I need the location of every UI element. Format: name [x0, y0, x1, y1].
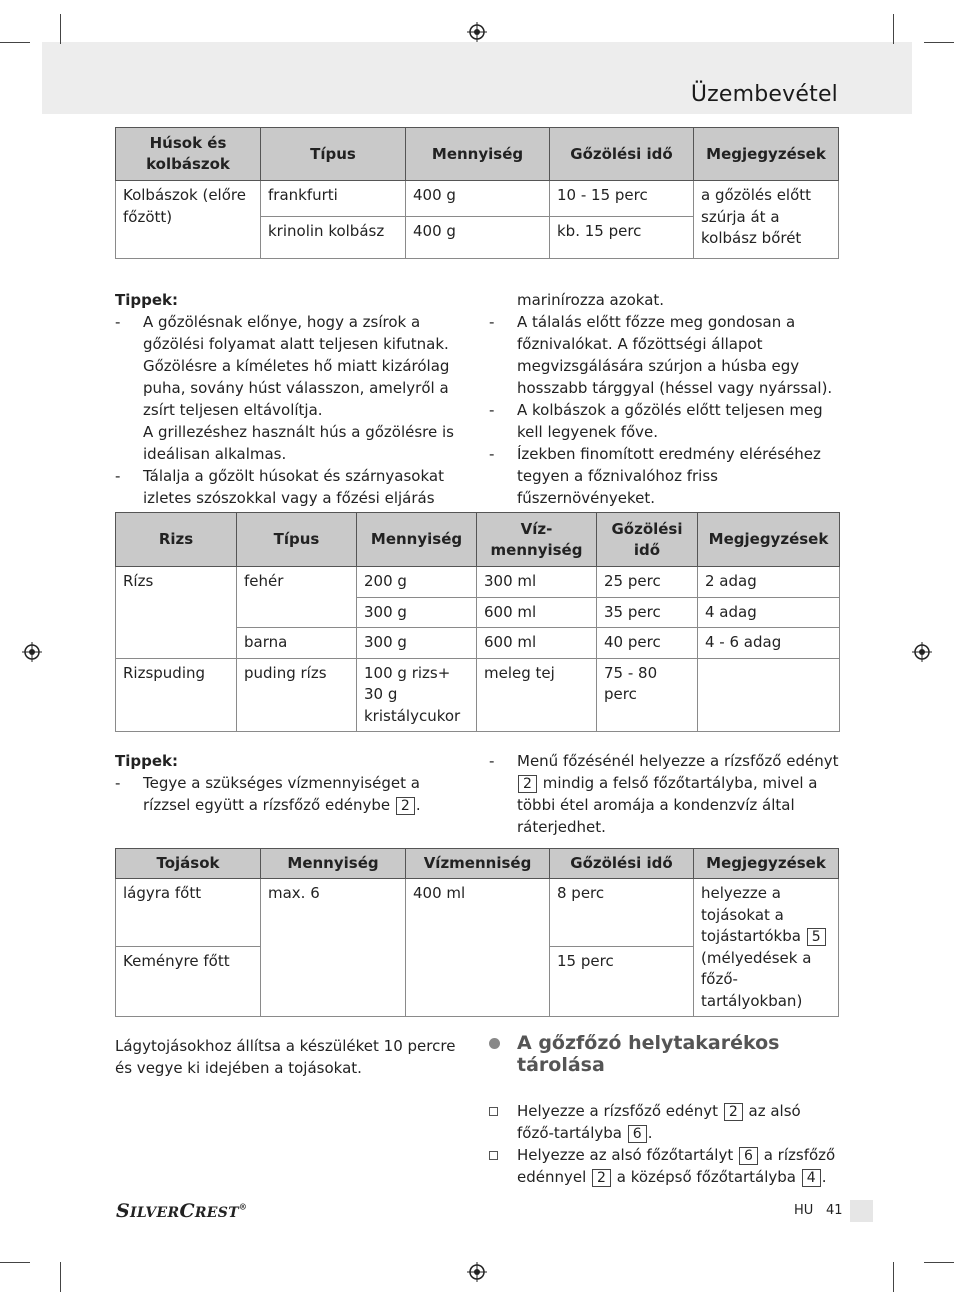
table-cell: frankfurti	[261, 181, 406, 217]
table-cell: 35 perc	[597, 597, 698, 628]
tip-text: A gőzölésnak előnye, hogy a zsírok a gőzölési folyamat alatt teljesen kifutnak. Gőzölésre a kíméletes hő miatt kizárólag puha, sovány húst válasszon, amelyről a zsírt teljesen eltávolítja.	[143, 313, 450, 419]
note-text: (mélyedések a főző-tartályokban)	[701, 948, 812, 1010]
table-cell: kb. 15 perc	[550, 217, 694, 259]
footer-band	[850, 1200, 873, 1222]
crop-mark	[0, 1262, 30, 1263]
table-cell: 600 ml	[477, 597, 597, 628]
tip-text: A tálalás előtt főzze meg gondosan a főznivalókat. A főzöttségi állapot megvizsgálására szúrjon a húsba egy hosszabb tárggyal (héssel vagy nyárssal).	[517, 313, 833, 397]
part-number-ref: 4	[802, 1169, 821, 1187]
table-header: Húsok és kolbászok	[116, 128, 261, 181]
tip-text: A kolbászok a gőzölés előtt teljesen meg kell legyenek főve.	[517, 401, 823, 441]
part-number-ref: 6	[628, 1125, 647, 1143]
tips-rice-left	[115, 750, 465, 816]
page-number: 41	[826, 1203, 843, 1218]
table-cell: 100 g rizs+ 30 g kristálycukor	[357, 658, 477, 732]
table-header: Gőzölési idő	[597, 513, 698, 567]
table-cell: 10 - 15 perc	[550, 181, 694, 217]
list-item: - Tálalja a gőzölt húsokat és szárnyasokat izletes szószokkal vagy a főzési eljárás	[115, 465, 465, 531]
table-header: Mennyiség	[261, 849, 406, 879]
tip-text: mindig a felső főzőtartályba, mivel a többi étel aromája a kondenzvíz által ráterjedhet.	[517, 774, 818, 836]
table-cell: krinolin kolbász	[261, 217, 406, 259]
list-item: - Ízekben finomított eredmény eléréséhez tegyen a főznivalóhoz friss fűszernövényeket.	[489, 445, 821, 507]
table-cell: 15 perc	[550, 946, 694, 1016]
table-row	[116, 567, 840, 598]
tips-heading: Tippek:	[115, 291, 178, 309]
checkbox-square-icon	[489, 1107, 498, 1116]
table-cell: lágyra főtt	[116, 879, 261, 947]
tip-text: Menű főzésénél helyezze a rízsfőző edényt	[517, 752, 839, 770]
crop-mark	[893, 14, 894, 44]
part-number-ref: 2	[724, 1103, 743, 1121]
step-text: a középső főzőtartályba	[616, 1168, 797, 1186]
table-cell: 400 ml	[406, 879, 550, 1017]
table-header: Gőzölési idő	[550, 128, 694, 181]
table-header: Tojások	[116, 849, 261, 879]
list-item: Helyezze a rízsfőző edényt 2 az alsó főző-tartályba 6 .	[489, 1100, 839, 1144]
registration-mark-icon	[467, 22, 487, 42]
note-text: helyezze a tojásokat a tojástartókba	[701, 884, 801, 945]
table-header: Rizs	[116, 513, 237, 567]
table-cell: 8 perc	[550, 879, 694, 947]
meat-table	[115, 127, 839, 259]
list-item: - Tegye a szükséges vízmennyiséget a rízzsel együtt a rízsfőző edénybe 2 .	[115, 774, 421, 814]
section-title-text: A gőzfőzó helytakarékos tárolása	[517, 1032, 780, 1076]
table-header: Megjegyzések	[698, 513, 840, 567]
table-cell: Rízs	[116, 567, 237, 659]
tip-text: A grillezéshez használt hús a gőzölésre is ideálisan alkalmas.	[143, 423, 454, 463]
list-item: Helyezze az alsó főzőtartályt 6 a rízsfőző edénnyel 2 a középső főzőtartályba 4 .	[489, 1144, 839, 1188]
crop-mark	[0, 42, 30, 43]
list-item: - A tálalás előtt főzze meg gondosan a főznivalókat. A főzöttségi állapot megvizsgálására szúrjon a húsba egy hosszabb tárggyal (héssel vagy nyárssal).	[489, 313, 833, 397]
table-cell: 300 g	[357, 597, 477, 628]
table-cell: 4 adag	[698, 597, 840, 628]
table-header: Mennyiség	[357, 513, 477, 567]
table-cell: 400 g	[406, 181, 550, 217]
storage-steps	[489, 1100, 839, 1188]
table-cell	[694, 879, 839, 1017]
table-cell: Keményre főtt	[116, 946, 261, 1016]
crop-mark	[60, 1262, 61, 1292]
table-header: Gőzölési idő	[550, 849, 694, 879]
table-cell: 75 - 80 perc	[597, 658, 698, 732]
logo-letter: C	[179, 1200, 195, 1222]
table-header: Mennyiség	[406, 128, 550, 181]
table-header: Vízmenniség	[406, 849, 550, 879]
checkbox-square-icon	[489, 1151, 498, 1160]
tip-text: Tegye a szükséges vízmennyiséget a rízzsel együtt a rízsfőző edénybe	[143, 774, 420, 814]
section-title	[489, 1032, 809, 1076]
table-row	[116, 181, 839, 217]
table-cell: 200 g	[357, 567, 477, 598]
step-text: az alsó főző-tartályba	[517, 1102, 801, 1142]
language-code: HU	[794, 1203, 814, 1218]
trademark-icon: ®	[238, 1201, 248, 1212]
table-header: Víz-mennyiség	[477, 513, 597, 567]
table-cell	[698, 658, 840, 732]
step-text: a rízsfőző edénnyel	[517, 1146, 836, 1186]
crop-mark	[924, 42, 954, 43]
part-number-ref: 6	[739, 1147, 758, 1165]
silvercrest-logo	[116, 1200, 247, 1222]
table-cell: 40 perc	[597, 628, 698, 659]
list-item: - Menű főzésénél helyezze a rízsfőző edényt 2 mindig a felső főzőtartályba, mivel a többi étel aromája a kondenzvíz által ráterjedhet.	[489, 752, 839, 836]
list-item: - A gőzölésnak előnye, hogy a zsírok a gőzölési folyamat alatt teljesen kifutnak. Gőzölésre a kíméletes hő miatt kizárólag puha, sovány húst válasszon, amelyről a zsírt teljesen eltávolítja. A grillezéshez használt hús a gőzölésre is ideálisan alkalmas.	[115, 313, 454, 463]
tips-heading: Tippek:	[115, 752, 178, 770]
table-header: Megjegyzések	[694, 849, 839, 879]
table-cell: 300 g	[357, 628, 477, 659]
page-title: Üzembevétel	[690, 82, 838, 107]
table-header: Típus	[237, 513, 357, 567]
registration-mark-icon	[22, 642, 42, 662]
table-cell: barna	[237, 628, 357, 659]
table-row	[116, 658, 840, 732]
part-number-ref: 5	[807, 928, 826, 946]
table-row	[116, 879, 839, 947]
bullet-icon	[489, 1038, 500, 1049]
tip-text: Ízekben finomított eredmény eléréséhez tegyen a főznivalóhoz friss fűszernövényeket.	[517, 445, 821, 507]
tips-meat-right	[489, 289, 839, 509]
table-cell: puding rízs	[237, 658, 357, 732]
rice-table	[115, 512, 840, 732]
table-cell: 300 ml	[477, 567, 597, 598]
table-cell: max. 6	[261, 879, 406, 1017]
tip-text: Tálalja a gőzölt húsokat és szárnyasokat izletes szószokkal vagy a főzési eljárás	[143, 467, 444, 507]
egg-paragraph: Lágytojásokhoz állítsa a készüléket 10 percre és vegye ki idejében a tojásokat.	[115, 1037, 456, 1077]
table-cell: 4 - 6 adag	[698, 628, 840, 659]
table-cell: Kolbászok (előre főzött)	[116, 181, 261, 259]
crop-mark	[60, 14, 61, 44]
table-cell: 600 ml	[477, 628, 597, 659]
table-cell: Rizspuding	[116, 658, 237, 732]
crop-mark	[924, 1262, 954, 1263]
table-cell: 2 adag	[698, 567, 840, 598]
table-cell: a gőzölés előtt szúrja át a kolbász bőrét	[694, 181, 839, 259]
table-header: Megjegyzések	[694, 128, 839, 181]
registration-mark-icon	[912, 642, 932, 662]
crop-mark	[893, 1262, 894, 1292]
step-text: Helyezze a rízsfőző edényt	[517, 1102, 719, 1120]
registration-mark-icon	[467, 1262, 487, 1282]
tips-meat-left	[115, 289, 465, 531]
logo-letter: ILVER	[130, 1205, 180, 1221]
tip-text: marinírozza azokat.	[517, 291, 665, 309]
table-cell: 400 g	[406, 217, 550, 259]
table-cell: fehér	[237, 567, 357, 628]
tips-rice-right	[489, 750, 839, 838]
part-number-ref: 2	[518, 775, 537, 793]
logo-letter: REST	[194, 1205, 239, 1221]
table-cell: meleg tej	[477, 658, 597, 732]
egg-table	[115, 848, 839, 1017]
logo-letter: S	[116, 1200, 131, 1222]
part-number-ref: 2	[396, 797, 415, 815]
step-text: Helyezze az alsó főzőtartályt	[517, 1146, 734, 1164]
part-number-ref: 2	[592, 1169, 611, 1187]
table-cell: 25 perc	[597, 567, 698, 598]
list-item: - A kolbászok a gőzölés előtt teljesen meg kell legyenek főve.	[489, 401, 823, 441]
table-header: Típus	[261, 128, 406, 181]
